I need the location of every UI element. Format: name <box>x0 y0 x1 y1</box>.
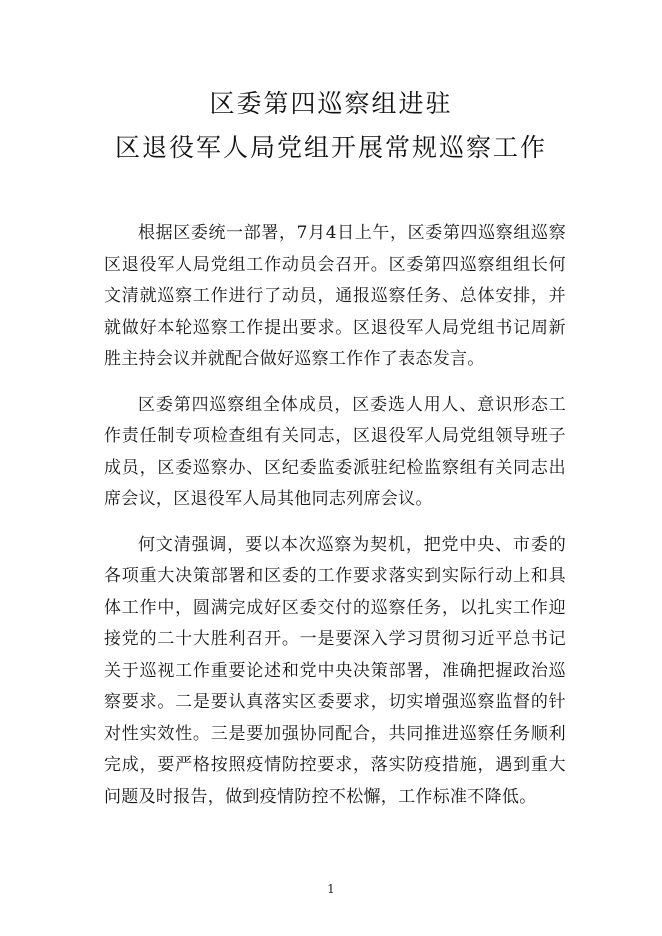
document-title-line-2: 区退役军人局党组开展常规巡察工作 <box>114 133 547 162</box>
document-body <box>104 218 566 827</box>
paragraph-1: 根据区委统一部署，7月4日上午，区委第四巡察组巡察区退役军人局党组工作动员会召开。区委第四巡察组组长何文清就巡察工作进行了动员，通报巡察任务、总体安排，并就做好本轮巡察工作提出要求。区退役军人局党组书记周新胜主持会议并就配合做好巡察工作作了表态发言。 <box>104 223 566 369</box>
paragraph-3: 何文清强调，要以本次巡察为契机，把党中央、市委的各项重大决策部署和区委的工作要求落实到实际行动上和具体工作中，圆满完成好区委交付的巡察任务，以扎实工作迎接党的二十大胜利召开。一是要深入学习贯彻习近平总书记关于巡视工作重要论述和党中央决策部署，准确把握政治巡察要求。二是要认真落实区委要求，切实增强巡察监督的针对性实效性。三是要加强协同配合，共同推进巡察任务顺利完成，要严格按照疫情防控要求，落实防疫措施，遇到重大问题及时报告，做到疫情防控不松懈，工作标准不降低。 <box>104 534 566 807</box>
paragraph-2: 区委第四巡察组全体成员，区委选人用人、意识形态工作责任制专项检查组有关同志，区退役军人局党组领导班子成员，区委巡察办、区纪委监委派驻纪检监察组有关同志出席会议，区退役军人局其他同志列席会议。 <box>104 394 566 509</box>
page-number: 1 <box>327 882 335 896</box>
document-title-line-1: 区委第四巡察组进驻 <box>209 89 453 118</box>
